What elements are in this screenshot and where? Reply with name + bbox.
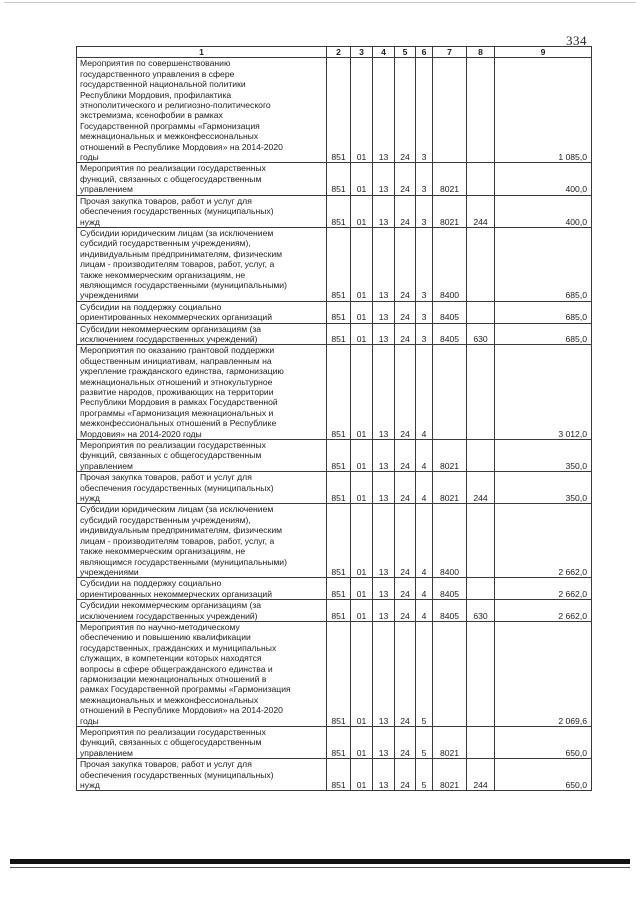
code-cell: 01 bbox=[351, 759, 373, 791]
table-row bbox=[77, 345, 592, 440]
row-description: Мероприятия по реализации государственных функций, связанных с общегосударственным управлением bbox=[77, 727, 327, 759]
code-cell: 8021 bbox=[433, 472, 467, 504]
code-cell: 01 bbox=[351, 578, 373, 600]
amount-cell: 685,0 bbox=[495, 301, 592, 323]
column-header: 3 bbox=[351, 47, 373, 58]
code-cell: 8405 bbox=[433, 578, 467, 600]
table-row bbox=[77, 323, 592, 345]
amount-cell: 400,0 bbox=[495, 195, 592, 227]
table-row bbox=[77, 440, 592, 472]
code-cell: 3 bbox=[416, 301, 433, 323]
code-cell: 24 bbox=[395, 759, 416, 791]
code-cell: 851 bbox=[327, 195, 351, 227]
code-cell: 01 bbox=[351, 58, 373, 163]
code-cell: 01 bbox=[351, 195, 373, 227]
row-description: Мероприятия по совершенствованию государственного управления в сфере государственной национальной политики Республики Мордовия, профилактика этнополитического и религиозно-политического экстремизма, ксенофобии в рамках Государственной программы «Гармонизация межнациональных и межконфессиональных отношений в Республике Мордовия» на 2014-2020 годы bbox=[77, 58, 327, 163]
code-cell: 8021 bbox=[433, 727, 467, 759]
column-header: 8 bbox=[467, 47, 495, 58]
code-cell: 3 bbox=[416, 163, 433, 195]
row-description: Субсидии юридическим лицам (за исключением субсидий государственным учреждениям), индивидуальным предпринимателям, физическим лицам - производителям товаров, работ, услуг, а также некоммерческим организациям, не являющимся государственными (муниципальными) учреждениями bbox=[77, 504, 327, 578]
row-description: Прочая закупка товаров, работ и услуг для обеспечения государственных (муниципальных) нужд bbox=[77, 759, 327, 791]
code-cell: 01 bbox=[351, 227, 373, 301]
column-header: 7 bbox=[433, 47, 467, 58]
code-cell bbox=[467, 727, 495, 759]
code-cell: 8405 bbox=[433, 323, 467, 345]
code-cell: 851 bbox=[327, 227, 351, 301]
code-cell: 630 bbox=[467, 600, 495, 622]
code-cell: 24 bbox=[395, 440, 416, 472]
code-cell bbox=[467, 621, 495, 726]
code-cell bbox=[467, 227, 495, 301]
code-cell: 13 bbox=[373, 472, 395, 504]
code-cell bbox=[467, 58, 495, 163]
row-description: Мероприятия по научно-методическому обеспечению и повышению квалификации государственных, гражданских и муниципальных служащих, в компетенции которых находятся вопросы в сфере общегражданского единства и гармонизации межнациональных отношений в рамках Государственной программы «Гармонизация межнациональных и межконфессиональных отношений в Республике Мордовия» на 2014-2020 годы bbox=[77, 621, 327, 726]
code-cell: 24 bbox=[395, 323, 416, 345]
code-cell: 851 bbox=[327, 345, 351, 440]
table-row bbox=[77, 621, 592, 726]
table-row bbox=[77, 472, 592, 504]
code-cell: 24 bbox=[395, 600, 416, 622]
code-cell: 13 bbox=[373, 440, 395, 472]
code-cell: 01 bbox=[351, 472, 373, 504]
amount-cell: 650,0 bbox=[495, 727, 592, 759]
code-cell: 24 bbox=[395, 195, 416, 227]
table-row bbox=[77, 504, 592, 578]
code-cell: 24 bbox=[395, 504, 416, 578]
code-cell bbox=[433, 345, 467, 440]
budget-table bbox=[76, 46, 592, 791]
table-row bbox=[77, 759, 592, 791]
code-cell: 851 bbox=[327, 301, 351, 323]
column-header: 2 bbox=[327, 47, 351, 58]
table-row bbox=[77, 163, 592, 195]
code-cell: 8405 bbox=[433, 301, 467, 323]
code-cell: 851 bbox=[327, 504, 351, 578]
code-cell: 8400 bbox=[433, 227, 467, 301]
row-description: Субсидии на поддержку социально ориентированных некоммерческих организаций bbox=[77, 301, 327, 323]
code-cell: 01 bbox=[351, 163, 373, 195]
table-row bbox=[77, 195, 592, 227]
table-row bbox=[77, 727, 592, 759]
code-cell: 3 bbox=[416, 323, 433, 345]
code-cell: 4 bbox=[416, 440, 433, 472]
code-cell: 24 bbox=[395, 727, 416, 759]
table-row bbox=[77, 578, 592, 600]
row-description: Субсидии юридическим лицам (за исключением субсидий государственным учреждениям), индивидуальным предпринимателям, физическим лицам - производителям товаров, работ, услуг, а также некоммерческим организациям, не являющимся государственными (муниципальными) учреждениями bbox=[77, 227, 327, 301]
amount-cell: 650,0 bbox=[495, 759, 592, 791]
amount-cell: 350,0 bbox=[495, 472, 592, 504]
code-cell bbox=[467, 578, 495, 600]
code-cell: 24 bbox=[395, 621, 416, 726]
column-header: 9 bbox=[495, 47, 592, 58]
code-cell: 8021 bbox=[433, 440, 467, 472]
code-cell: 01 bbox=[351, 504, 373, 578]
code-cell bbox=[467, 301, 495, 323]
code-cell bbox=[467, 440, 495, 472]
code-cell: 851 bbox=[327, 323, 351, 345]
table-row bbox=[77, 227, 592, 301]
code-cell: 13 bbox=[373, 163, 395, 195]
column-header: 6 bbox=[416, 47, 433, 58]
amount-cell: 1 085,0 bbox=[495, 58, 592, 163]
code-cell: 13 bbox=[373, 323, 395, 345]
code-cell bbox=[433, 58, 467, 163]
code-cell: 244 bbox=[467, 472, 495, 504]
code-cell: 13 bbox=[373, 195, 395, 227]
top-scan-rule bbox=[4, 2, 636, 3]
code-cell bbox=[467, 345, 495, 440]
code-cell: 3 bbox=[416, 58, 433, 163]
code-cell: 4 bbox=[416, 345, 433, 440]
code-cell: 3 bbox=[416, 195, 433, 227]
code-cell: 01 bbox=[351, 600, 373, 622]
table-row bbox=[77, 301, 592, 323]
code-cell: 8021 bbox=[433, 195, 467, 227]
code-cell: 5 bbox=[416, 727, 433, 759]
code-cell: 13 bbox=[373, 727, 395, 759]
row-description: Субсидии некоммерческим организациям (за исключением государственных учреждений) bbox=[77, 600, 327, 622]
code-cell bbox=[467, 163, 495, 195]
code-cell: 4 bbox=[416, 504, 433, 578]
code-cell: 24 bbox=[395, 301, 416, 323]
code-cell: 8400 bbox=[433, 504, 467, 578]
code-cell: 4 bbox=[416, 472, 433, 504]
row-description: Субсидии на поддержку социально ориентированных некоммерческих организаций bbox=[77, 578, 327, 600]
code-cell: 851 bbox=[327, 58, 351, 163]
code-cell: 244 bbox=[467, 195, 495, 227]
code-cell: 13 bbox=[373, 504, 395, 578]
column-header: 5 bbox=[395, 47, 416, 58]
amount-cell: 400,0 bbox=[495, 163, 592, 195]
row-description: Мероприятия по реализации государственных функций, связанных с общегосударственным управлением bbox=[77, 163, 327, 195]
code-cell bbox=[433, 621, 467, 726]
row-description: Прочая закупка товаров, работ и услуг для обеспечения государственных (муниципальных) нужд bbox=[77, 195, 327, 227]
code-cell: 851 bbox=[327, 727, 351, 759]
code-cell: 3 bbox=[416, 227, 433, 301]
code-cell: 851 bbox=[327, 440, 351, 472]
table-body bbox=[77, 58, 592, 791]
code-cell: 01 bbox=[351, 301, 373, 323]
code-cell: 24 bbox=[395, 578, 416, 600]
column-header: 4 bbox=[373, 47, 395, 58]
code-cell: 01 bbox=[351, 440, 373, 472]
code-cell: 630 bbox=[467, 323, 495, 345]
code-cell: 13 bbox=[373, 600, 395, 622]
code-cell: 8021 bbox=[433, 759, 467, 791]
code-cell: 13 bbox=[373, 621, 395, 726]
code-cell: 01 bbox=[351, 727, 373, 759]
bottom-scan-bar bbox=[10, 859, 630, 864]
row-description: Субсидии некоммерческим организациям (за исключением государственных учреждений) bbox=[77, 323, 327, 345]
code-cell: 8405 bbox=[433, 600, 467, 622]
code-cell: 851 bbox=[327, 578, 351, 600]
table-row bbox=[77, 600, 592, 622]
code-cell: 5 bbox=[416, 759, 433, 791]
code-cell: 851 bbox=[327, 600, 351, 622]
amount-cell: 350,0 bbox=[495, 440, 592, 472]
code-cell: 4 bbox=[416, 578, 433, 600]
code-cell: 13 bbox=[373, 301, 395, 323]
code-cell: 24 bbox=[395, 163, 416, 195]
code-cell: 13 bbox=[373, 58, 395, 163]
code-cell: 13 bbox=[373, 578, 395, 600]
code-cell: 01 bbox=[351, 345, 373, 440]
code-cell: 13 bbox=[373, 759, 395, 791]
code-cell: 01 bbox=[351, 621, 373, 726]
amount-cell: 685,0 bbox=[495, 323, 592, 345]
code-cell: 24 bbox=[395, 345, 416, 440]
bottom-scan-line bbox=[10, 867, 630, 868]
amount-cell: 3 012,0 bbox=[495, 345, 592, 440]
table-header-row bbox=[77, 47, 592, 58]
column-header: 1 bbox=[77, 47, 327, 58]
amount-cell: 2 662,0 bbox=[495, 600, 592, 622]
amount-cell: 2 662,0 bbox=[495, 578, 592, 600]
code-cell: 01 bbox=[351, 323, 373, 345]
code-cell: 13 bbox=[373, 345, 395, 440]
amount-cell: 2 662,0 bbox=[495, 504, 592, 578]
code-cell bbox=[467, 504, 495, 578]
code-cell: 8021 bbox=[433, 163, 467, 195]
row-description: Прочая закупка товаров, работ и услуг для обеспечения государственных (муниципальных) нужд bbox=[77, 472, 327, 504]
row-description: Мероприятия по реализации государственных функций, связанных с общегосударственным управлением bbox=[77, 440, 327, 472]
code-cell: 24 bbox=[395, 58, 416, 163]
code-cell: 851 bbox=[327, 621, 351, 726]
code-cell: 4 bbox=[416, 600, 433, 622]
code-cell: 851 bbox=[327, 163, 351, 195]
code-cell: 5 bbox=[416, 621, 433, 726]
code-cell: 13 bbox=[373, 227, 395, 301]
code-cell: 24 bbox=[395, 472, 416, 504]
amount-cell: 2 069,6 bbox=[495, 621, 592, 726]
code-cell: 24 bbox=[395, 227, 416, 301]
code-cell: 851 bbox=[327, 759, 351, 791]
amount-cell: 685,0 bbox=[495, 227, 592, 301]
row-description: Мероприятия по оказанию грантовой поддержки общественным инициативам, направленным на укрепление гражданского единства, гармонизацию межнациональных отношений и этнокультурное развитие народов, проживающих на территории Республики Мордовия в рамках Государственной программы «Гармонизация межнациональных и межконфессиональных отношений в Республике Мордовия» на 2014-2020 годы bbox=[77, 345, 327, 440]
code-cell: 244 bbox=[467, 759, 495, 791]
page-number: 334 bbox=[566, 33, 587, 48]
table-row bbox=[77, 58, 592, 163]
code-cell: 851 bbox=[327, 472, 351, 504]
